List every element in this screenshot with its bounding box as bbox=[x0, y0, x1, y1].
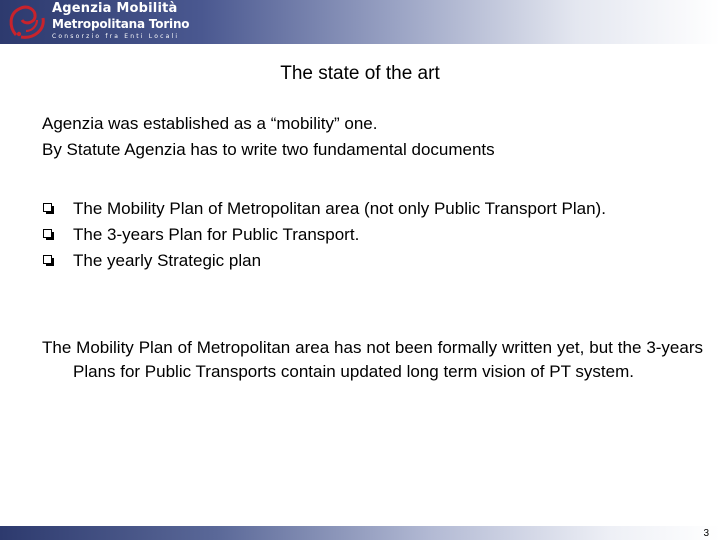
slide-title: The state of the art bbox=[280, 63, 440, 84]
checkbox-bullet-icon bbox=[43, 203, 52, 212]
intro-line: Agenzia was established as a “mobility” one. bbox=[42, 114, 378, 133]
agency-logo-mark-icon bbox=[6, 1, 50, 43]
bullet-text: The yearly Strategic plan bbox=[73, 251, 262, 270]
bullet-item bbox=[42, 197, 672, 221]
bullet-item bbox=[42, 223, 672, 247]
footer-band bbox=[0, 526, 720, 540]
bullet-text: The Mobility Plan of Metropolitan area (not only Public Transport Plan). bbox=[73, 199, 606, 218]
checkbox-bullet-icon bbox=[43, 255, 52, 264]
logo-line-1: Agenzia Mobilità bbox=[52, 1, 178, 16]
logo-line-3: Consorzio fra Enti Locali bbox=[52, 33, 180, 40]
checkbox-bullet-icon bbox=[43, 229, 52, 238]
bullet-list bbox=[42, 197, 672, 275]
bullet-item bbox=[42, 249, 672, 273]
bullet-text: The 3-years Plan for Public Transport. bbox=[73, 225, 360, 244]
page-number: 3 bbox=[703, 528, 709, 539]
agency-logo bbox=[6, 1, 190, 43]
conclusion-paragraph: The Mobility Plan of Metropolitan area has not been formally written yet, but the 3-years Plans for Public Transports contain updated long term vision of PT system. bbox=[42, 338, 703, 381]
intro-text bbox=[42, 111, 682, 163]
intro-line: By Statute Agenzia has to write two fundamental documents bbox=[42, 140, 495, 159]
logo-line-2: Metropolitana Torino bbox=[52, 17, 190, 31]
